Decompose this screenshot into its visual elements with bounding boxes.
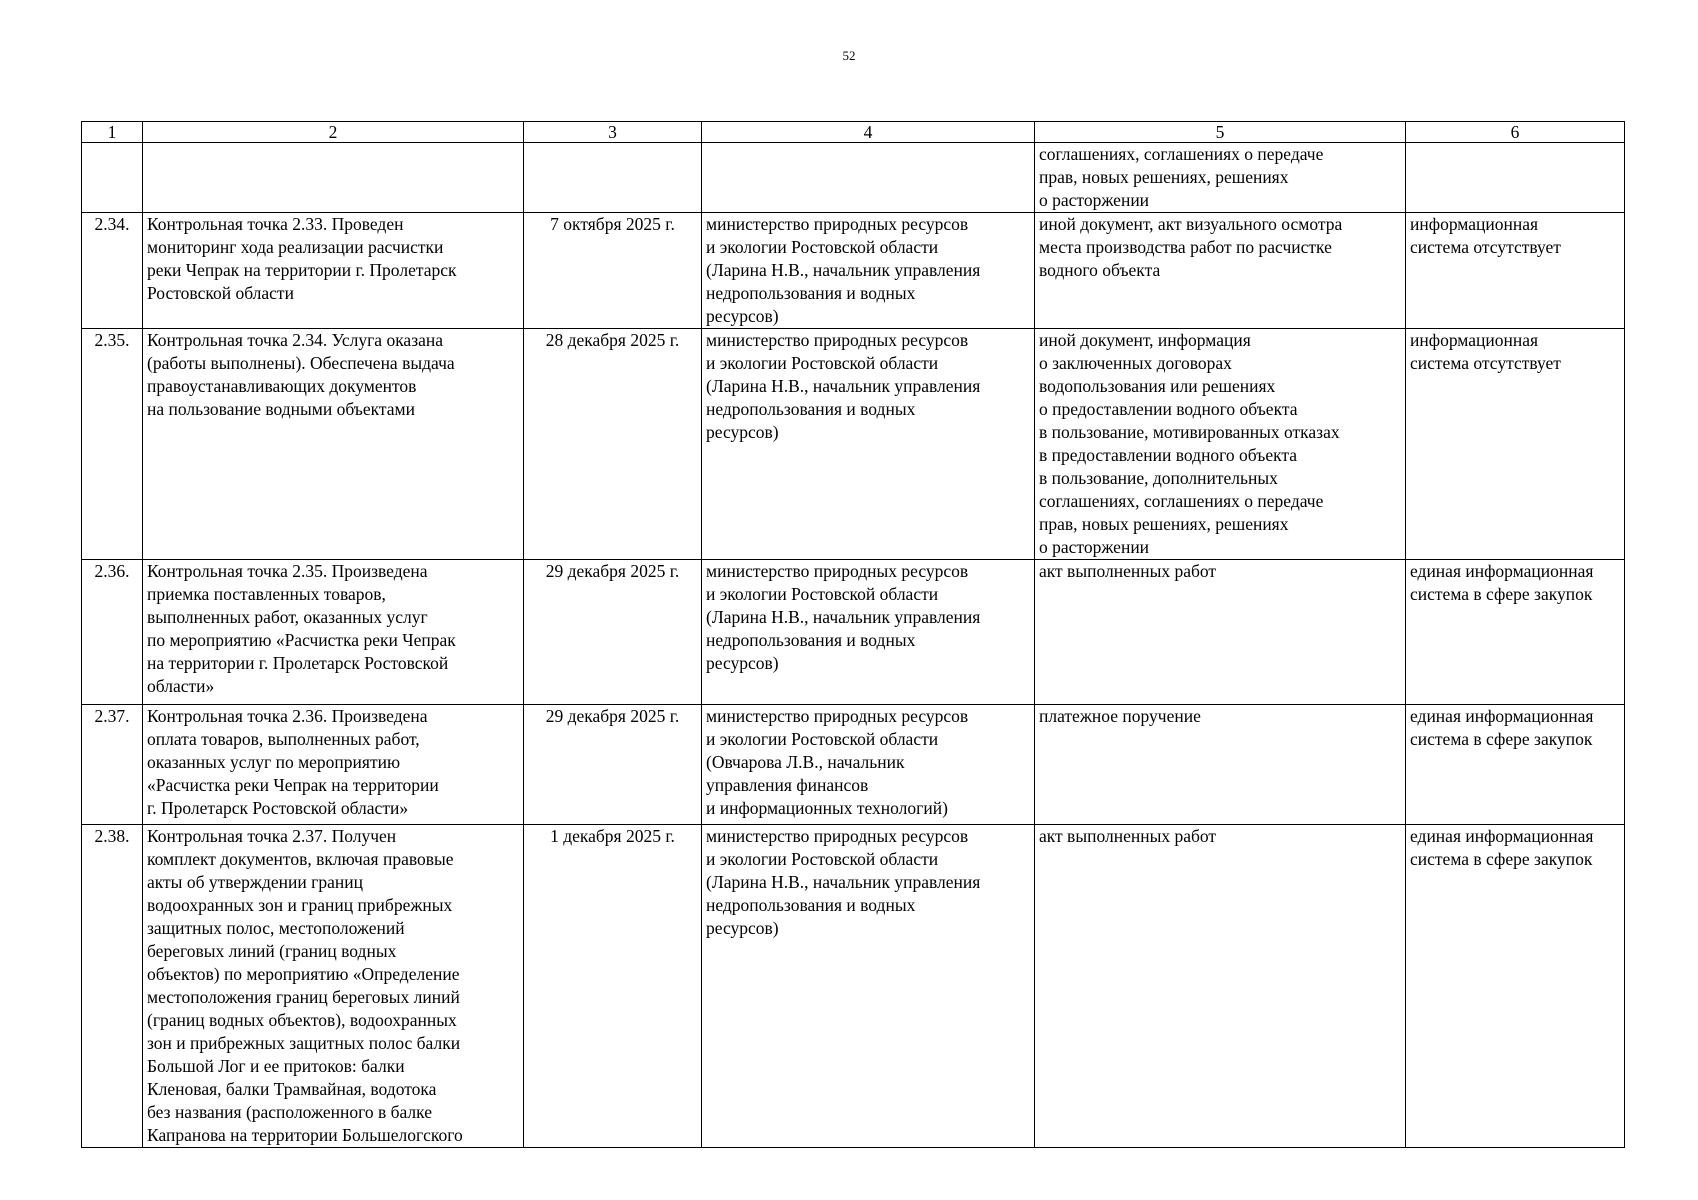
- table-row: [82, 560, 1625, 705]
- control-points-table: [81, 121, 1625, 1148]
- due-date: 1 декабря 2025 г.: [524, 825, 702, 1148]
- due-date: 29 декабря 2025 г.: [524, 705, 702, 825]
- responsible-party: министерство природных ресурсов и экологии Ростовской области (Ларина Н.В., начальник управления недропользования и водных ресурсов): [702, 560, 1035, 705]
- column-header-2: 2: [143, 122, 524, 143]
- table-header-row: [82, 122, 1625, 143]
- control-point-description: [143, 143, 524, 213]
- row-number: 2.38.: [82, 825, 143, 1148]
- due-date: 29 декабря 2025 г.: [524, 560, 702, 705]
- information-system: информационная система отсутствует: [1406, 213, 1625, 329]
- responsible-party: министерство природных ресурсов и экологии Ростовской области (Ларина Н.В., начальник управления недропользования и водных ресурсов): [702, 213, 1035, 329]
- column-header-3: 3: [524, 122, 702, 143]
- confirming-document: соглашениях, соглашениях о передаче прав, новых решениях, решениях о расторжении: [1035, 143, 1406, 213]
- table-row: [82, 705, 1625, 825]
- responsible-party: министерство природных ресурсов и экологии Ростовской области (Ларина Н.В., начальник управления недропользования и водных ресурсов): [702, 329, 1035, 560]
- page-number: 52: [842, 48, 856, 63]
- information-system: информационная система отсутствует: [1406, 329, 1625, 560]
- confirming-document: акт выполненных работ: [1035, 560, 1406, 705]
- confirming-document: иной документ, информация о заключенных договорах водопользования или решениях о предоставлении водного объекта в пользование, мотивированных отказах в предоставлении водного объекта в пользование, дополнительных соглашениях, соглашениях о передаче прав, новых решениях, решениях о расторжении: [1035, 329, 1406, 560]
- column-header-6: 6: [1406, 122, 1625, 143]
- control-point-description: Контрольная точка 2.36. Произведена оплата товаров, выполненных работ, оказанных услуг по мероприятию «Расчистка реки Чепрак на территории г. Пролетарск Ростовской области»: [143, 705, 524, 825]
- table-row: [82, 143, 1625, 213]
- confirming-document: иной документ, акт визуального осмотра места производства работ по расчистке водного объекта: [1035, 213, 1406, 329]
- table-row: [82, 825, 1625, 1148]
- row-number: 2.36.: [82, 560, 143, 705]
- due-date: 28 декабря 2025 г.: [524, 329, 702, 560]
- row-number: 2.35.: [82, 329, 143, 560]
- responsible-party: [702, 143, 1035, 213]
- column-header-5: 5: [1035, 122, 1406, 143]
- row-number: 2.34.: [82, 213, 143, 329]
- column-header-4: 4: [702, 122, 1035, 143]
- due-date: [524, 143, 702, 213]
- row-number: [82, 143, 143, 213]
- due-date: 7 октября 2025 г.: [524, 213, 702, 329]
- row-number: 2.37.: [82, 705, 143, 825]
- responsible-party: министерство природных ресурсов и экологии Ростовской области (Ларина Н.В., начальник управления недропользования и водных ресурсов): [702, 825, 1035, 1148]
- confirming-document: платежное поручение: [1035, 705, 1406, 825]
- column-header-1: 1: [82, 122, 143, 143]
- control-point-description: Контрольная точка 2.33. Проведен мониторинг хода реализации расчистки реки Чепрак на территории г. Пролетарск Ростовской области: [143, 213, 524, 329]
- table-row: [82, 213, 1625, 329]
- control-point-description: Контрольная точка 2.34. Услуга оказана (работы выполнены). Обеспечена выдача правоустанавливающих документов на пользование водными объектами: [143, 329, 524, 560]
- control-point-description: Контрольная точка 2.35. Произведена приемка поставленных товаров, выполненных работ, оказанных услуг по мероприятию «Расчистка реки Чепрак на территории г. Пролетарск Ростовской области»: [143, 560, 524, 705]
- responsible-party: министерство природных ресурсов и экологии Ростовской области (Овчарова Л.В., начальник управления финансов и информационных технологий): [702, 705, 1035, 825]
- control-point-description: Контрольная точка 2.37. Получен комплект документов, включая правовые акты об утверждении границ водоохранных зон и границ прибрежных защитных полос, местоположений береговых линий (границ водных объектов) по мероприятию «Определение местоположения границ береговых линий (границ водных объектов), водоохранных зон и прибрежных защитных полос балки Большой Лог и ее притоков: балки Кленовая, балки Трамвайная, водотока без названия (расположенного в балке Капранова на территории Большелогского: [143, 825, 524, 1148]
- table-row: [82, 329, 1625, 560]
- information-system: единая информационная система в сфере закупок: [1406, 705, 1625, 825]
- information-system: единая информационная система в сфере закупок: [1406, 825, 1625, 1148]
- information-system: [1406, 143, 1625, 213]
- confirming-document: акт выполненных работ: [1035, 825, 1406, 1148]
- information-system: единая информационная система в сфере закупок: [1406, 560, 1625, 705]
